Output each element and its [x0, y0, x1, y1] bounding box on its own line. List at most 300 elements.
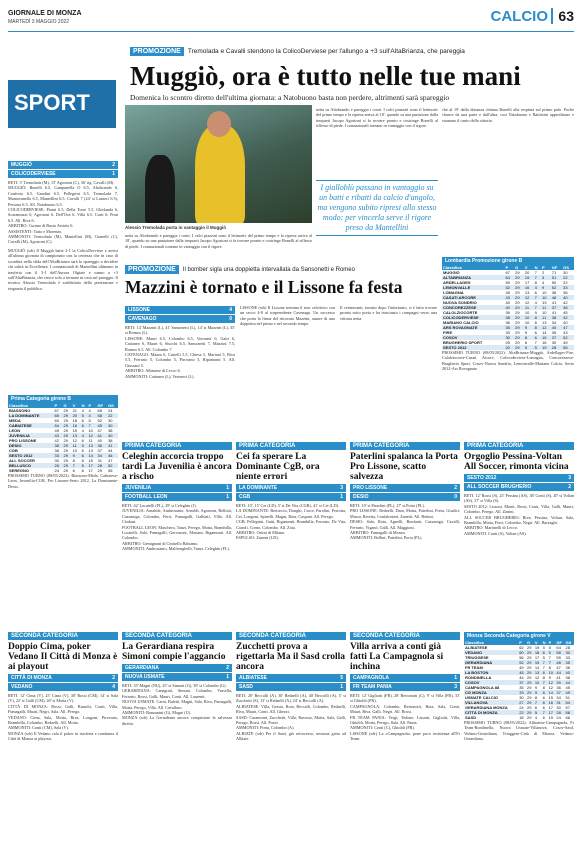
table-header-cell: Classifica: [8, 403, 54, 408]
table-cell: 37: [555, 690, 564, 695]
standings-pc: [8, 395, 118, 489]
table-cell: 4: [87, 413, 96, 418]
team-score: 1: [226, 674, 229, 680]
table-cell: 15: [72, 428, 78, 433]
table-header-cell: P: [87, 403, 96, 408]
table-cell: 6: [542, 650, 548, 655]
table-cell: 45: [563, 310, 568, 315]
table-cell: 10: [524, 320, 530, 325]
table-cell: 29: [515, 310, 520, 315]
top-body-right: che al 19' dalla distanza chiama Bonelli alla respinta sul primo palo. Poche chance da una parte e dall'altra, così Natobuono e Battistini approfittano e suonano il canto della vittoria.: [442, 107, 574, 123]
table-cell: 31: [555, 700, 564, 705]
table-cell: 16: [548, 700, 556, 705]
table-header-cell: GS: [565, 640, 574, 645]
table-cell: MARIANO CALCIO: [443, 320, 479, 325]
table-cell: 34: [556, 695, 561, 700]
table-cell: 7: [542, 665, 545, 670]
stats-line: DESIO: Sala, Rota, Agnelli, Bonfanti, Cazzaniga, Cavalli, Ferrario, Viganò, Galli. All. Maggioni.: [350, 519, 460, 530]
table-cell: 8: [542, 675, 545, 680]
team-score-bar: [122, 493, 232, 501]
table-cell: 6: [534, 330, 537, 335]
team-name: GERARDIANA: [125, 665, 159, 671]
stats-line: MONZA (sdr) Il Vedano cala il poker in trasferta e condanna il Città di Monza ai playout.: [8, 730, 118, 742]
table-cell: 8: [534, 695, 538, 700]
table-cell: 7: [542, 710, 548, 715]
table-cell: CONCOREZZESE: [442, 305, 504, 310]
table-cell: 9: [534, 310, 537, 315]
mid-reti: RETI: 14' Mazzini (L), 41' Sansonetti (L), 14' st Mazzini (L), 35' st Romeo (L).: [125, 325, 235, 336]
mid-arbitro: ARBITRO: Albanese di Lecco 6.: [125, 368, 181, 374]
mid-cavenago: CAVENAGO: Mazza 6, Castelli 5.5, Chiesa 5, Mariani 5, Riva 5.5, Ferrario 5, Colombo 5, Pirovano 5, Ripamonti 5. All. Giussani 5.: [125, 352, 235, 368]
team-score-bar: [464, 483, 574, 491]
standings-top-title: Lombardia Promozione girone B: [442, 257, 574, 265]
table-cell: 6: [81, 468, 84, 473]
table-cell: 67: [54, 408, 59, 413]
team-score: 5: [340, 675, 343, 681]
table-cell: 8: [534, 325, 541, 330]
table-cell: 6: [81, 458, 84, 463]
team-score: 2: [226, 665, 229, 671]
mid-headline: Mazzini è tornato e il Lissone fa festa: [125, 277, 403, 297]
table-cell: 4: [88, 408, 91, 413]
top-kicker: Tremolada e Cavalli stendono la ColicoDerviese per l'allungo a +3 sull'AltaBrianza, che pareggia: [187, 48, 465, 55]
stats-line: RETI: 35' Magni (NU), 25' st Simoni (G), 38' st Colombo (G).: [122, 683, 227, 688]
table-cell: 12: [548, 680, 556, 685]
table-cell: 6: [542, 700, 548, 705]
table-cell: VILLANOVA: [464, 700, 518, 705]
table-header-cell: N: [81, 403, 88, 408]
table-cell: 19: [541, 345, 551, 350]
table-cell: 6: [542, 705, 545, 710]
table-cell: CG MONZA: [464, 690, 518, 695]
header-rule: [8, 31, 574, 32]
table-cell: 17: [88, 468, 93, 473]
table-cell: 22: [107, 413, 118, 418]
table-cell: 52: [562, 335, 574, 340]
article-col_sc3: [236, 632, 346, 742]
table-cell: 65: [54, 413, 63, 418]
table-cell: 55: [556, 655, 561, 660]
table-cell: 6: [81, 423, 88, 428]
table-cell: 18: [534, 650, 542, 655]
table-cell: SEREGNO: [9, 468, 30, 473]
table-cell: CGB: [9, 448, 18, 453]
table-cell: 45: [565, 685, 570, 690]
team-name: ALBIATESE: [239, 675, 267, 681]
stats-line: GERARDIANA: Canegrati, Simoni, Colombo, Vassella, Ferrario, Rossi, Galli, Mauri, Conti. All. Laurenti.: [122, 688, 232, 699]
table-cell: 39: [555, 680, 564, 685]
table-cell: 29: [527, 675, 532, 680]
top-headline: Muggiò, ora è tutto nelle tue mani: [130, 61, 521, 91]
table-cell: 41: [107, 443, 118, 448]
stats-line: ALBIATESE: Villa, Gessia, Rota, Beccalli, Colombo, Redaelli, Riva, Mauri, Conti. All. Ghezzi.: [236, 703, 346, 715]
table-header-cell: V: [534, 640, 542, 645]
stats-line: ARBITRO: Gemignani di Cinisello Balsamo.: [122, 540, 199, 546]
mid-promo: PROMOZIONE: [125, 265, 179, 274]
table-cell: 42: [54, 438, 59, 443]
table-cell: CASATI ARCORE: [442, 295, 504, 300]
stats-line: FOOTBALL LEON: Maschera, Tanzi, Perego, Motta, Brambilla, Locatelli, Sala, Fumagalli, Gervasoni, Mariani, Rigamonti. All. Colombo.: [122, 524, 232, 541]
table-cell: 28: [551, 345, 562, 350]
stats-assistenti: ASSISTENTI: Tatto e Morenzo.: [8, 228, 63, 234]
team-score-bar: [236, 493, 346, 501]
table-cell: 38: [108, 428, 113, 433]
table-cell: 6: [81, 453, 88, 458]
team1-name: MUGGIÒ: [11, 162, 32, 168]
table-cell: 29: [514, 315, 524, 320]
table-cell: 43: [54, 433, 63, 438]
table-cell: 29: [63, 428, 68, 433]
team-score-bar: [350, 683, 460, 691]
table-cell: 42: [563, 300, 568, 305]
stats-line: CITTÀ DI MONZA: Rossi, Galli, Bianchi, Conti, Villa, Fumagalli, Mauri, Negri, Sala. All. Perego.: [8, 703, 118, 715]
table-cell: 28: [96, 463, 107, 468]
top-body-left: MUGGIÒ (sdr) Il Muggiò batte 2-1 la ColicoDerviese e arriva all'ultima giornata di campionato con la certezza che in caso di sconfitta nella sfida dell'AltaBrianza sarà lo spareggio a decidere chi salirà in Eccellenza. I connazionali di Mantellini ultimano in trasferta con il 3-1 dell'Aurora Olgiate e vanno a +3 sull'AltaBrianza, che riesce solo a fermare in casa sul pareggio. Il tecnico Alessio Tremolada è soddisfatto della prestazione e ringrazia il pubblico.: [8, 247, 118, 291]
table-cell: 7: [548, 660, 556, 665]
table-cell: 38: [551, 315, 562, 320]
mid-body2: Il centravanti, tornato dopo l'infortunio, si è fatto trovare pronto sotto porta e ha trascinato i compagni verso una vittoria netta.: [340, 305, 437, 321]
table-cell: 20: [524, 270, 530, 275]
table-cell: CABIATESE: [8, 423, 54, 428]
table-cell: 17: [534, 655, 540, 660]
team-score: 1: [340, 494, 343, 500]
table-cell: 5: [542, 655, 545, 660]
table-cell: 14: [542, 330, 547, 335]
table-cell: 71: [551, 270, 557, 275]
table-cell: 40: [563, 320, 568, 325]
table-cell: 29: [526, 690, 534, 695]
pull-quote: [316, 180, 438, 236]
table-header-cell: GS: [562, 265, 574, 270]
table-cell: 12: [72, 438, 78, 443]
stats-muggio: MUGGIÒ: Bonelli 6.5, Campanella O 6.5, Altobrando 6, Conforto 6.5, Gandini 6.5, Pellegrini 6.5, Tremolada 7, Mantovanella 6.5, Mantellini 6.5, Cavalli 7 (24' st Lazzeri 6.5), Persona 6.5. All. Natobuono 6.5.: [8, 185, 118, 207]
table-cell: 8: [548, 665, 551, 670]
table-cell: 6: [524, 340, 528, 345]
table-cell: 30: [519, 695, 524, 700]
table-cell: 14: [87, 453, 96, 458]
category-tag: SECONDA CATEGORIA: [8, 632, 118, 640]
table-cell: 6: [534, 705, 538, 710]
table-header-cell: P: [518, 640, 526, 645]
team-name: VEDANO: [11, 684, 33, 690]
table-cell: 4: [534, 715, 538, 720]
team2-name: COLICODERVIESE: [11, 171, 56, 177]
table-cell: 15: [88, 458, 93, 463]
table-cell: 5: [548, 645, 551, 650]
team-score-bar: [8, 674, 118, 682]
mid-lissone: LISSONE: Mauri 6.5, Colombo 6.5, Veronesi 6, Gatti 6, Cattaneo 6, Mauri 6, Stucchi 6.5, Sansonetti 7, Mazzini 7.5, Romeo 6.5. All. Colombo 7.: [125, 335, 235, 352]
table-cell: 30: [563, 270, 568, 275]
table-cell: 29: [63, 463, 72, 468]
table-cell: 4: [81, 428, 84, 433]
table-cell: 41: [551, 310, 557, 315]
table-cell: 7: [542, 660, 548, 665]
table-header-cell: V: [72, 403, 81, 408]
table-cell: 29: [515, 280, 520, 285]
table-cell: 8: [542, 685, 545, 690]
table-cell: 5: [81, 463, 88, 468]
table-cell: 9: [541, 285, 551, 290]
table-cell: SASD: [465, 715, 477, 720]
stats-line: JUVENILIA: Arnabile, Ambrosanio, Arnoldi, Agostoni, Bellotti, Cazzaniga, Colombo, Ferri, Fumagalli, Galbiati, Villa. All. Ciodani.: [122, 508, 232, 525]
table-cell: 9: [534, 685, 538, 690]
table-cell: 29: [97, 468, 102, 473]
team-name: PRO LISSONE: [353, 485, 388, 491]
table-cell: 29: [515, 330, 520, 335]
table-cell: 8: [72, 458, 75, 463]
table-cell: 29: [514, 345, 524, 350]
table-cell: 40: [504, 305, 514, 310]
table-cell: 6: [534, 290, 537, 295]
table-cell: 30: [504, 335, 514, 340]
table-cell: 17: [548, 705, 554, 710]
quote-text: I gialloblù passano in vantaggio su un batti e ribatti da calcio d'angolo, ma vengono subito ripresi allo stesso modo: per vincerla serve il rigore preso da Mantellini: [317, 183, 437, 232]
team-score: 1: [226, 494, 229, 500]
table-cell: 35: [519, 685, 524, 690]
table-header-cell: N: [534, 265, 541, 270]
table-cell: 13: [72, 433, 81, 438]
table-cell: 36: [96, 443, 107, 448]
table-cell: 49: [563, 340, 568, 345]
table-cell: 36: [565, 665, 570, 670]
table-cell: 48: [555, 660, 564, 665]
table-cell: 9: [548, 675, 551, 680]
stats-line: ESPULSO: Zanoni (LD).: [236, 535, 279, 541]
table-cell: 4: [534, 285, 541, 290]
stats-line: ARBITRO: Ostini di Milano.: [236, 530, 286, 536]
table-cell: 33: [54, 453, 63, 458]
mid-stats: [125, 305, 235, 379]
table-cell: 6: [542, 670, 548, 675]
table-cell: 40: [551, 325, 562, 330]
table-cell: 40: [565, 670, 574, 675]
table-cell: 10: [524, 310, 530, 315]
team-name: JUVENILIA: [125, 485, 152, 491]
table-cell: 54: [54, 423, 63, 428]
table-cell: 5: [548, 650, 556, 655]
table-header-cell: GS: [107, 403, 118, 408]
top-article-heading: [130, 40, 574, 102]
table-cell: 25: [505, 340, 510, 345]
table-cell: 10: [542, 310, 547, 315]
table-cell: 50: [551, 280, 557, 285]
mid-body: LISSONE (sdr) Il Lissone termina il tour calcistico con un secco 4-0 al sorprendente Cavenago. Un successo che porta la firma del ritrovato Mazzini, autore di una doppietta nel primo e nel secondo tempo.: [240, 305, 335, 327]
table-cell: 5: [534, 710, 542, 715]
table-cell: 29: [63, 413, 72, 418]
table-cell: 29: [515, 300, 520, 305]
table-cell: 36: [505, 320, 510, 325]
team-score: 4: [112, 684, 115, 690]
stats-line: RETI: 42' Locatelli (FL), 29' st Celeghin (J).: [122, 503, 197, 508]
table-cell: 55: [562, 345, 574, 350]
table-cell: 40: [107, 433, 118, 438]
team-score: 3: [340, 485, 343, 491]
table-cell: 2: [542, 270, 545, 275]
table-cell: 52: [97, 418, 102, 423]
table-cell: 29: [63, 453, 72, 458]
table-cell: 13: [88, 448, 93, 453]
table-cell: 11: [541, 315, 551, 320]
table-cell: 44: [555, 670, 564, 675]
article-headline: Paterlini spalanca la Porta Pro Lissone, scatto salvezza: [350, 452, 458, 482]
table-cell: 51: [565, 695, 570, 700]
top-subhead: Domenica lo scontro diretto dell'ultima giornata: a Natobuono basta non perdere, altrimenti sarà spareggio: [130, 93, 450, 102]
table-cell: 12: [534, 675, 540, 680]
table-header-cell: GF: [96, 403, 107, 408]
table-cell: 49: [565, 690, 574, 695]
table-cell: 29: [63, 433, 72, 438]
table-cell: 19: [524, 275, 534, 280]
category-tag: PRIMA CATEGORIA: [122, 442, 232, 450]
table-cell: 47: [108, 458, 113, 463]
table-cell: 33: [565, 655, 570, 660]
table-cell: 45: [505, 290, 510, 295]
table-cell: 4: [81, 433, 88, 438]
table-cell: 12: [87, 433, 96, 438]
table-cell: 36: [562, 305, 574, 310]
table-cell: 9: [524, 325, 534, 330]
table-cell: 7: [87, 423, 96, 428]
stats-line: NUOVA USMATE: Carni, Baletti, Magni, Sala, Riva, Fumagalli, Motta, Perego, Villa. All. Cavallaro.: [122, 699, 232, 710]
table-cell: 6: [81, 448, 84, 453]
table-cell: 29: [514, 325, 524, 330]
table-cell: 54: [565, 700, 574, 705]
table-cell: NUOVA SONDRIO: [443, 300, 477, 305]
stats-line: SESTO 2012: Lissoni, Monti, Rossi, Conti, Villa, Galli, Mauri, Colombo, Perego. All. Zanini.: [464, 503, 574, 515]
table-cell: 16: [72, 423, 81, 428]
table-header-cell: G: [63, 403, 72, 408]
table-cell: PRO LISSONE: [9, 438, 37, 443]
article-headline: Orgoglio Pessina-Voltan All Soccer, rimonta vicina: [464, 452, 569, 472]
table-cell: 34: [96, 453, 107, 458]
table-cell: 29: [527, 665, 532, 670]
table-cell: 29: [63, 423, 72, 428]
table-cell: 22: [518, 710, 526, 715]
article-col_sc2: [122, 632, 232, 726]
team-score: 2: [568, 484, 571, 490]
table-cell: LOMAGNA: [443, 290, 464, 295]
table-cell: MEDA: [9, 418, 21, 423]
table-cell: 9: [524, 330, 528, 335]
table-cell: 16: [542, 340, 547, 345]
table-cell: 29: [527, 695, 532, 700]
table-cell: CAMPAGNOLA 88: [465, 685, 500, 690]
table-cell: 5: [81, 413, 88, 418]
table-cell: 52: [518, 660, 526, 665]
table-cell: 24: [108, 408, 113, 413]
stats-line: VEDANO: Cima, Sala, Motta, Riva, Longoni, Pirovano, Brambilla, Colombo, Redaelli. All. Motta.: [8, 714, 118, 726]
promo-tag: PROMOZIONE: [130, 47, 184, 56]
table-cell: 37: [551, 305, 562, 310]
table-cell: 58: [96, 413, 107, 418]
table-cell: 40: [562, 295, 574, 300]
article-col_sc1: [8, 632, 118, 742]
table-cell: 6: [542, 715, 545, 720]
table-cell: 5: [542, 645, 545, 650]
stats-line: LISSONE (sdr) La «Campagnola» pone poco resistenza all'Fr Team.: [350, 730, 460, 742]
table-cell: 24: [556, 715, 561, 720]
section-title: CALCIO: [490, 8, 548, 25]
table-cell: 28: [565, 645, 570, 650]
table-cell: 16: [524, 285, 534, 290]
table-cell: 10: [534, 680, 542, 685]
team-name: DESIO: [353, 494, 369, 500]
table-cell: 30: [551, 340, 557, 345]
table-cell: 57: [565, 705, 570, 710]
table-cell: GERARDIANA MONZA: [465, 705, 508, 710]
table-cell: 15: [534, 660, 542, 665]
stats-line: CGB: Pellegrini, Gatti, Rigamonti, Brambilla, Ferrario, De Vita, Cairoli, Corno, Colombo. All. Zoia.: [236, 519, 346, 530]
table-cell: 34: [551, 320, 557, 325]
team-name: CGB: [239, 494, 251, 500]
stats-ammoniti: AMMONITI: Tremolada (M), Mantellini (M), Granelli (C), Cavalli (M), Agostoni (C).: [8, 234, 118, 245]
mid-team2: CAVENAGO: [128, 316, 157, 322]
table-cell: 3: [541, 275, 551, 280]
table-cell: SESTO 2012: [8, 453, 54, 458]
table-cell: 64: [504, 275, 514, 280]
table-cell: 20: [504, 345, 514, 350]
table-cell: 7: [534, 295, 541, 300]
table-cell: 7: [534, 270, 537, 275]
table-cell: 10: [524, 315, 534, 320]
table-cell: 38: [54, 443, 63, 448]
table-header-cell: GF: [551, 265, 562, 270]
table-cell: 21: [72, 408, 78, 413]
team-name: FOOTBALL LEON: [125, 494, 168, 500]
team-score: 1: [226, 485, 229, 491]
player-photo: [125, 105, 312, 223]
table-cell: 49: [519, 665, 524, 670]
table-cell: 17: [524, 280, 530, 285]
article-col_pc4: [464, 442, 574, 536]
table-cell: 7: [548, 655, 551, 660]
table-cell: 46: [107, 453, 118, 458]
table-cell: 17: [87, 463, 96, 468]
table-cell: 29: [63, 443, 72, 448]
stats-line: CAMPAGNOLA: Colombo, Bertonotti, Rota, Sala, Conti, Mauri, Riva, Galli, Negri. All. Rossi.: [350, 703, 460, 715]
table-cell: 8: [534, 315, 541, 320]
article-col_pc1: [122, 442, 232, 552]
article-headline: Villa arriva a conti già fatti La Campagnola si inchina: [350, 642, 444, 672]
table-cell: 12: [548, 685, 554, 690]
table-cell: 56: [519, 655, 524, 660]
table-cell: 29: [63, 468, 68, 473]
table-cell: 12: [541, 325, 551, 330]
mid-team1: LISSONE: [128, 307, 150, 313]
table-cell: 35: [504, 325, 514, 330]
table-cell: 29: [526, 680, 534, 685]
table-cell: 36: [556, 685, 561, 690]
table-cell: 38: [108, 438, 113, 443]
team-score: 3: [568, 475, 571, 481]
table-cell: 14: [548, 690, 556, 695]
table-cell: 44: [108, 448, 113, 453]
table-cell: COSOV: [442, 335, 504, 340]
table-cell: 15: [548, 695, 554, 700]
table-cell: 6: [72, 468, 75, 473]
table-cell: 29: [63, 458, 68, 463]
standings-sc-footer: PROSSIMO TURNO (08/05/2022): Albiatese-Campagnola, Fr Team-Rondinella, Nuova Usmate-Villanova, Cosov-Sasd, Vedano-Gerardiana, Triuggese-Città di Monza, Vedano-Gerardiana.: [464, 720, 574, 742]
article-headline: Celeghin accorcia troppo tardi La Juvenilia è ancora a rischo: [122, 452, 232, 482]
team-score-bar: [236, 674, 346, 682]
table-cell: 64: [556, 645, 561, 650]
table-header-cell: G: [526, 640, 534, 645]
table-cell: 29: [63, 408, 68, 413]
standings-pc-title: Prima Categoria girone B: [8, 395, 118, 403]
table-cell: 62: [519, 645, 524, 650]
table-cell: 5: [534, 345, 541, 350]
team-score: 0: [454, 494, 457, 500]
